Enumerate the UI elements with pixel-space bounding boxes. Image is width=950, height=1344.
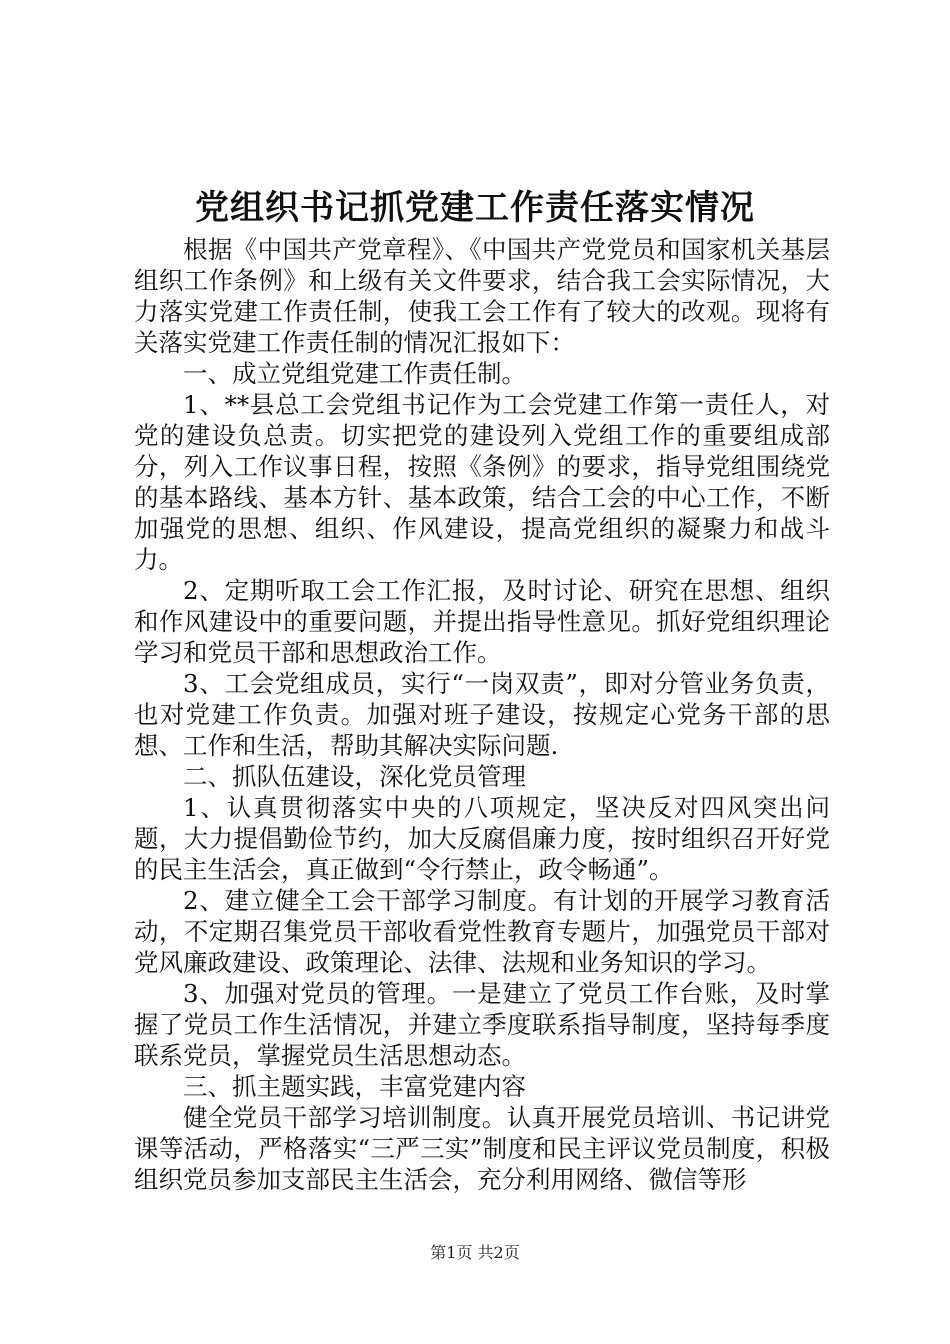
paragraph-intro: 根据《中国共产党章程》、《中国共产党党员和国家机关基层组织工作条例》和上级有关文件要求，结合我工会实际情况，大力落实党建工作责任制，使我工会工作有了较大的改观。现将有关落实党建工作责任制的情况汇报如下：	[134, 235, 830, 357]
paragraph-2-3: 3、加强对党员的管理。一是建立了党员工作台账，及时掌握了党员工作生活情况，并建立季度联系指导制度，坚持每季度联系党员，掌握党员生活思想动态。	[134, 979, 830, 1070]
section-heading-2: 二、抓队伍建设，深化党员管理	[183, 762, 526, 791]
paragraph-1-1: 1、**县总工会党组书记作为工会党建工作第一责任人，对党的建设负总责。切实把党的建设列入党组工作的重要组成部分，列入工作议事日程，按照《条例》的要求，指导党组围绕党的基本路线、基本方针、基本政策，结合工会的中心工作，不断加强党的思想、组织、作风建设，提高党组织的凝聚力和战斗力。	[134, 390, 830, 574]
page-footer	[0, 1243, 950, 1263]
paragraph-2-2: 2、建立健全工会干部学习制度。有计划的开展学习教育活动，不定期召集党员干部收看党性教育专题片，加强党员干部对党风廉政建设、政策理论、法律、法规和业务知识的学习。	[134, 886, 830, 977]
paragraph-1-2: 2、定期听取工会工作汇报，及时讨论、研究在思想、组织和作风建设中的重要问题，并提出指导性意见。抓好党组织理论学习和党员干部和思想政治工作。	[134, 576, 830, 667]
paragraph-3-1: 健全党员干部学习培训制度。认真开展党员培训、书记讲党课等活动，严格落实“三严三实”制度和民主评议党员制度，积极组织党员参加支部民主生活会，充分利用网络、微信等形	[134, 1103, 830, 1194]
paragraph-2-1: 1、认真贯彻落实中央的八项规定，坚决反对四风突出问题，大力提倡勤俭节约，加大反腐倡廉力度，按时组织召开好党的民主生活会，真正做到“令行禁止，政令畅通”。	[134, 793, 830, 884]
paragraph-1-3: 3、工会党组成员，实行“一岗双责”，即对分管业务负责，也对党建工作负责。加强对班子建设，按规定心党务干部的思想、工作和生活，帮助其解决实际问题.	[134, 669, 830, 760]
page-indicator: 第1页 共2页	[430, 1243, 520, 1262]
section-heading-3: 三、抓主题实践，丰富党建内容	[183, 1072, 526, 1101]
document-body	[134, 234, 830, 1195]
document-title: 党组织书记抓党建工作责任落实情况	[195, 188, 755, 228]
section-heading-1: 一、成立党组党建工作责任制。	[183, 359, 526, 388]
